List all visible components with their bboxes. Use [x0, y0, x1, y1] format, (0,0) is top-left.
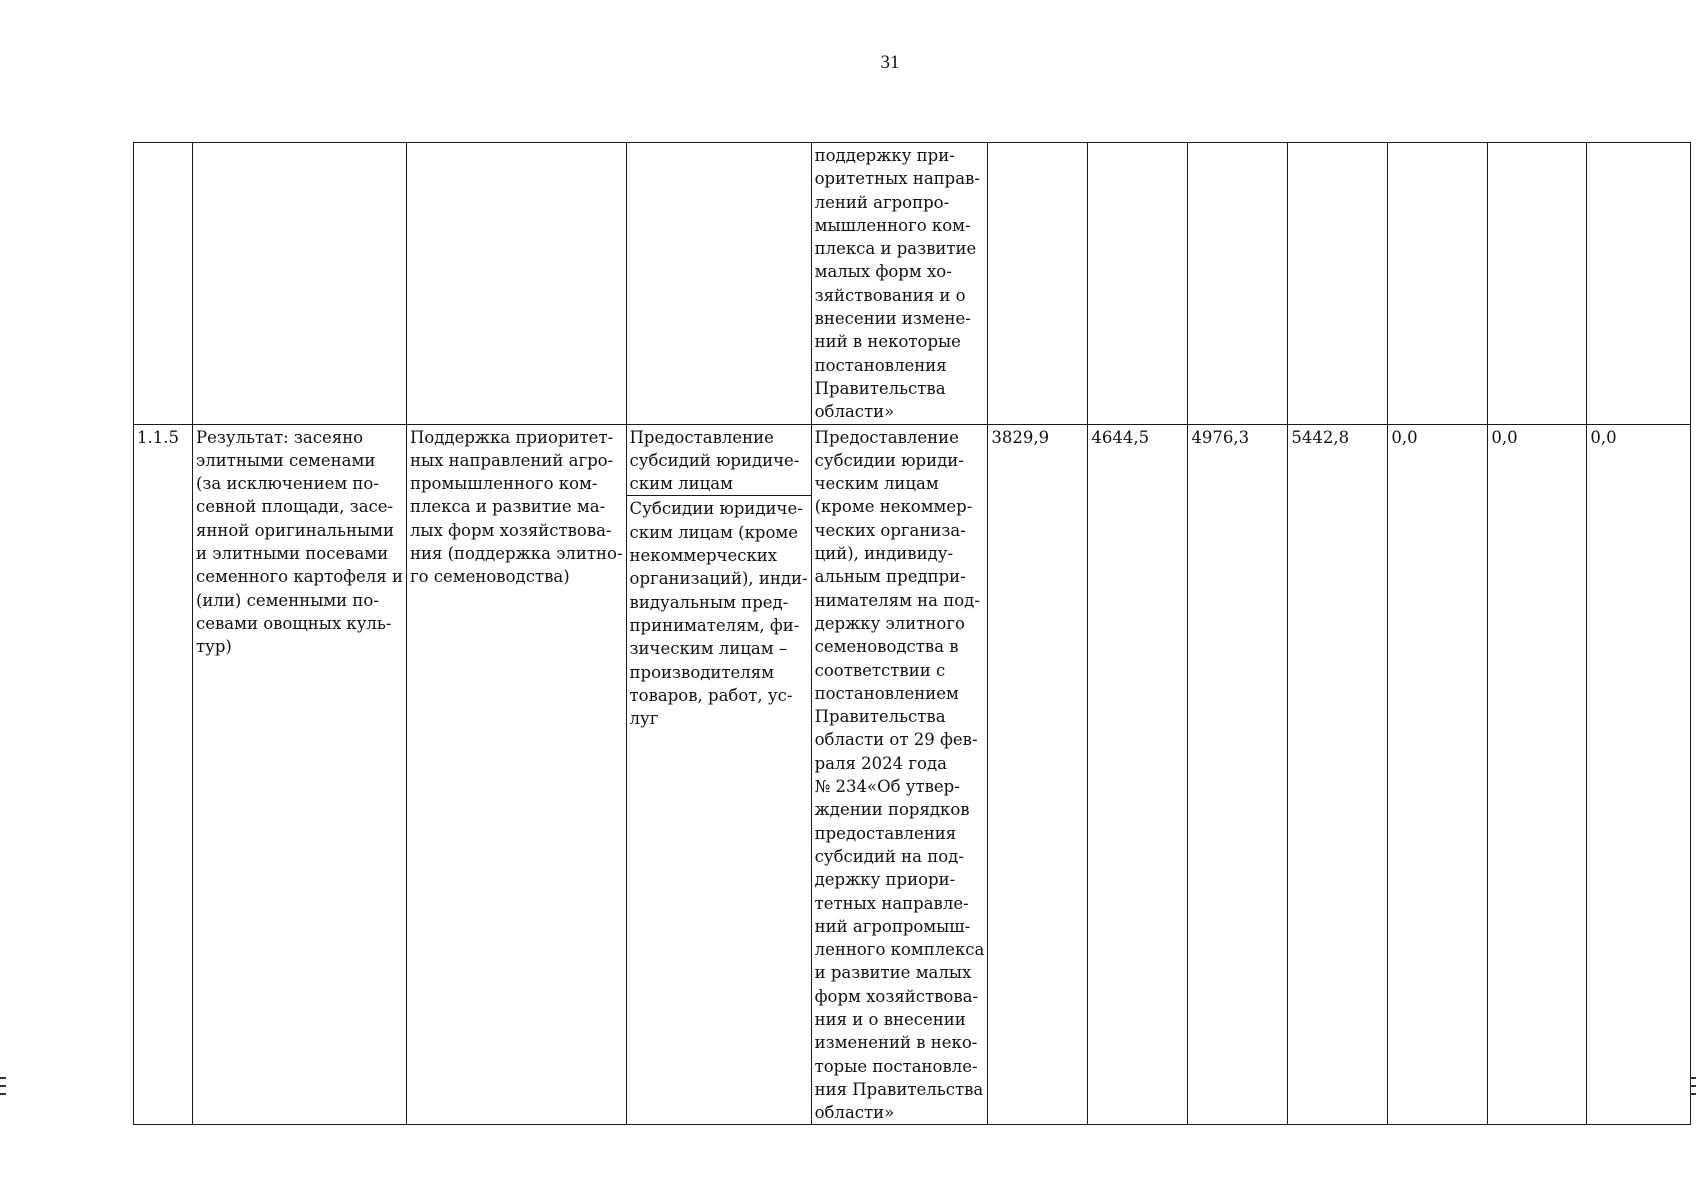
text-line: ций), индивиду- [814, 544, 954, 564]
text-line: № 234«Об утвер- [814, 777, 960, 797]
text-line: элитными семенами [196, 450, 376, 470]
text-line: субсидии юриди- [814, 450, 964, 470]
cell-value-empty [1188, 143, 1288, 425]
text-line: ния Правительства [814, 1079, 984, 1099]
text-line: внесении измене- [814, 309, 971, 329]
cell-result-empty [193, 143, 407, 425]
text-line: ским лицам [629, 474, 733, 494]
text-line: (или) семенными по- [196, 590, 379, 610]
text-line: севной площади, засе- [196, 497, 394, 517]
text-line: ния и о внесении [814, 1009, 966, 1029]
text-line: и элитными посевами [196, 544, 389, 564]
cell-row-number: 1.1.5 [134, 424, 193, 1125]
scan-edge-mark-right [1690, 1077, 1696, 1095]
text-line: плекса и развитие ма- [409, 497, 606, 517]
text-line: некоммерческих [629, 546, 778, 566]
text-line: го семеноводства) [409, 567, 570, 587]
text-line: производителям [629, 662, 775, 682]
cell-value-empty [1288, 143, 1388, 425]
text-line: малых форм хо- [814, 262, 952, 282]
text-line: ных направлений агро- [409, 450, 614, 470]
text-line: лений агропро- [814, 192, 950, 212]
cell-value-empty [1088, 143, 1188, 425]
cell-direction [406, 424, 626, 1125]
table-row-1-1-5 [134, 424, 1691, 1125]
cell-value-6: 0,0 [1488, 424, 1587, 1125]
cell-direction-empty [406, 143, 626, 425]
page-number: 31 [880, 52, 900, 73]
text-line: севами овощных куль- [196, 613, 392, 633]
text-line: тетных направле- [814, 893, 969, 913]
text-line: (кроме некоммер- [814, 497, 973, 517]
text-line: семенного картофеля и [196, 567, 403, 587]
text-line: видуальным пред- [629, 592, 789, 612]
text-line: соответствии с [814, 660, 946, 680]
text-line: товаров, работ, ус- [629, 685, 793, 705]
text-line: форм хозяйствова- [814, 986, 979, 1006]
cell-value-7: 0,0 [1587, 424, 1691, 1125]
cell-value-empty [1388, 143, 1488, 425]
cell-value-empty [1488, 143, 1587, 425]
measure-title [627, 425, 811, 497]
text-line: постановления [814, 355, 947, 375]
cell-value-3: 4976,3 [1188, 424, 1288, 1125]
text-line: субсидий юридиче- [629, 450, 800, 470]
text-line: ния (поддержка элитно- [409, 544, 623, 564]
text-line: семеноводства в [814, 637, 959, 657]
text-line: ческих организа- [814, 520, 966, 540]
text-line: ждении порядков [814, 800, 970, 820]
cell-value-empty [988, 143, 1088, 425]
text-line: Субсидии юридиче- [629, 499, 803, 519]
text-line: оритетных направ- [814, 169, 980, 189]
text-line: Предоставление [814, 427, 959, 447]
cell-value-empty [1587, 143, 1691, 425]
text-line: области» [814, 1103, 895, 1123]
cell-measure [626, 424, 811, 1125]
text-line: организаций), инди- [629, 569, 808, 589]
text-line: ленного комплекса [814, 940, 985, 960]
text-line: области от 29 фев- [814, 730, 978, 750]
text-line: тур) [196, 637, 232, 657]
text-line: области» [814, 402, 895, 422]
text-line: плекса и развитие [814, 239, 977, 259]
text-line: ским лицам (кроме [629, 522, 799, 542]
text-line: поддержку при- [814, 146, 955, 165]
cell-measure-empty [626, 143, 811, 425]
text-line: альным предпри- [814, 567, 966, 587]
text-line: Поддержка приоритет- [409, 427, 614, 447]
text-line: луг [629, 709, 659, 729]
text-line: лых форм хозяйствова- [409, 520, 612, 540]
text-line: Результат: засеяно [196, 427, 364, 447]
cell-value-4: 5442,8 [1288, 424, 1388, 1125]
text-line: держку элитного [814, 613, 965, 633]
text-line: субсидий на под- [814, 846, 964, 866]
text-line: раля 2024 года [814, 753, 947, 773]
text-line: нимателям на под- [814, 590, 980, 610]
text-line: зяйствования и о [814, 285, 966, 305]
cell-value-2: 4644,5 [1088, 424, 1188, 1125]
measure-detail [627, 496, 811, 730]
text-line: предоставления [814, 823, 957, 843]
text-line: ний агропромыш- [814, 916, 971, 936]
text-line: промышленного ком- [409, 474, 598, 494]
text-line: зическим лицам – [629, 639, 788, 659]
text-line: янной оригинальными [196, 520, 394, 540]
table-row-continuation [134, 143, 1691, 425]
text-line: Правительства [814, 378, 946, 398]
text-line: держку приори- [814, 870, 956, 890]
cell-result [193, 424, 407, 1125]
text-line: торые постановле- [814, 1056, 978, 1076]
subsidy-table [133, 142, 1691, 1125]
text-line: мышленного ком- [814, 215, 971, 235]
text-line: и развитие малых [814, 963, 972, 983]
text-line: ческим лицам [814, 474, 939, 494]
cell-description-continuation [811, 143, 988, 425]
text-line: изменений в неко- [814, 1033, 978, 1053]
text-line: (за исключением по- [196, 474, 379, 494]
cell-value-1: 3829,9 [988, 424, 1088, 1125]
cell-description [811, 424, 988, 1125]
text-line: Правительства [814, 707, 946, 727]
cell-value-5: 0,0 [1388, 424, 1488, 1125]
cell-number-empty [134, 143, 193, 425]
text-line: принимателям, фи- [629, 615, 800, 635]
text-line: постановлением [814, 683, 959, 703]
text-line: ний в некоторые [814, 332, 961, 352]
scan-edge-mark-left [0, 1077, 6, 1095]
text-line: Предоставление [629, 427, 774, 447]
